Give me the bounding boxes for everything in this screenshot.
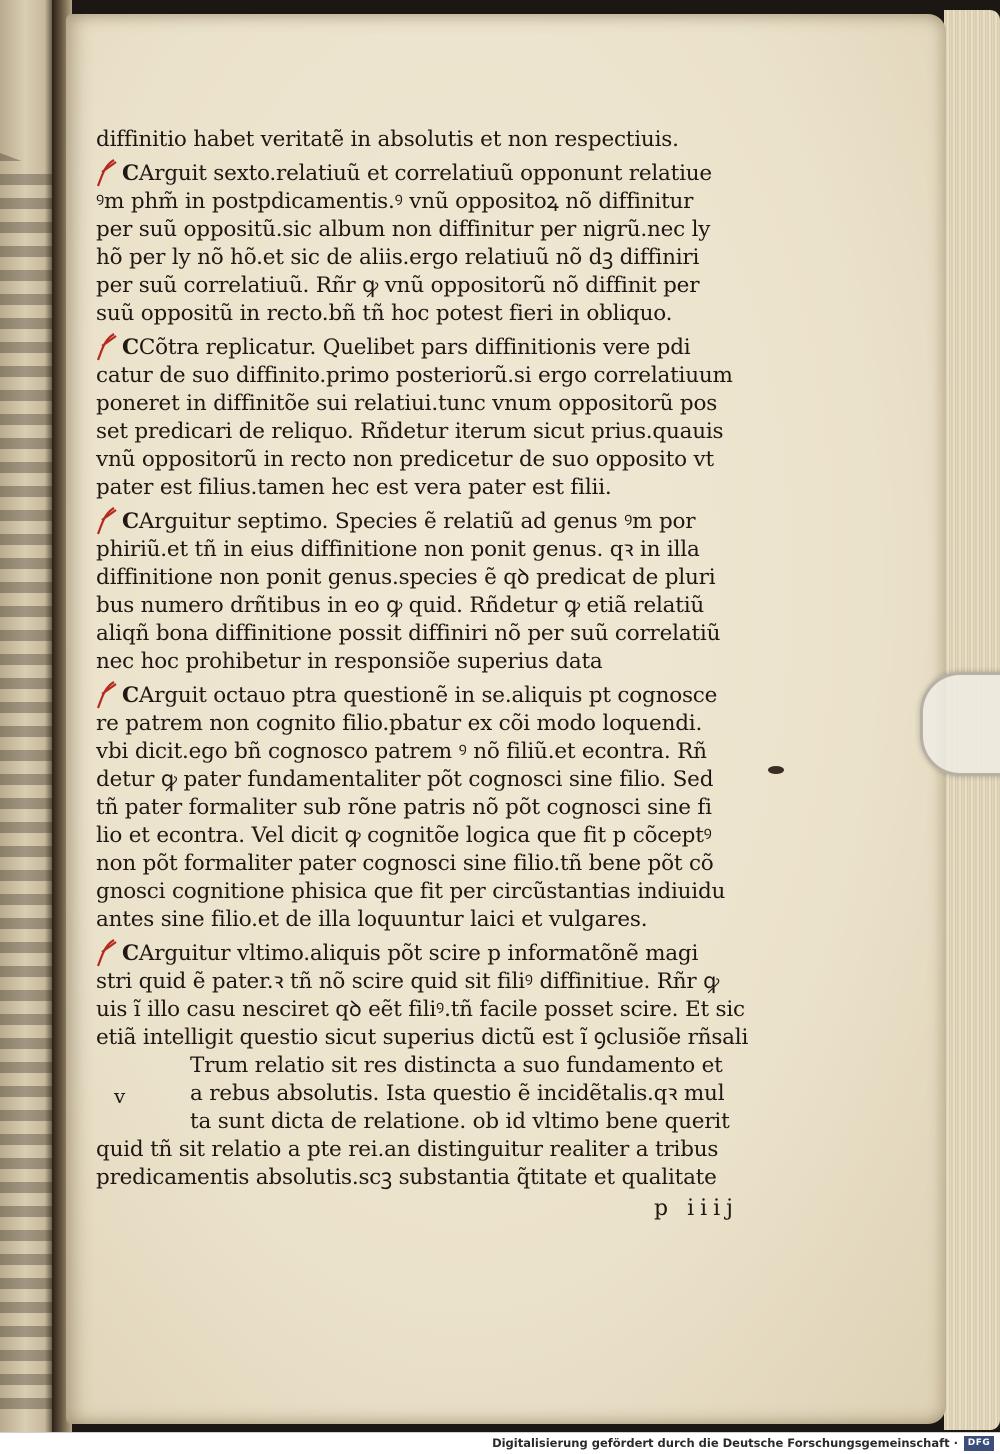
text-line-29-text: Arguitur vltimo.aliquis põt scire p informatõnẽ magi (138, 941, 699, 966)
text-line-5 (96, 244, 699, 272)
text-line-9 (96, 362, 733, 390)
book-clip-tab (920, 672, 1000, 776)
pilcrow-icon: C (122, 509, 139, 534)
text-line-23 (96, 766, 713, 794)
text-line-9-text: catur de suo diffinito.primo posteriorũ.si ergo correlatiuum (96, 363, 733, 388)
text-line-24 (96, 794, 712, 822)
text-line-21 (96, 710, 702, 738)
text-line-7-text: suũ oppositũ in recto.bñ tñ hoc potest fieri in obliquo. (96, 301, 673, 326)
red-paragraph-mark (94, 938, 120, 968)
text-line-15 (96, 536, 700, 564)
text-line-35-text: ta sunt dicta de relatione. ob id vltimo bene querit (190, 1109, 730, 1134)
text-line-29 (122, 940, 698, 968)
text-line-22-text: vbi dicit.ego bñ cognosco patrem ꝰ nõ filiũ.et econtra. Rñ (96, 739, 707, 764)
text-line-20-text: Arguit octauo ptra questionẽ in se.aliquis pt cognosce (138, 683, 718, 708)
text-line-25 (96, 822, 712, 850)
text-line-1 (96, 126, 679, 154)
text-line-33 (190, 1052, 723, 1080)
text-line-13 (96, 474, 612, 502)
red-paragraph-mark (94, 158, 120, 188)
text-line-10-text: poneret in diffinitõe sui relatiui.tunc vnum oppositorũ pos (96, 391, 718, 416)
text-line-20 (122, 682, 717, 710)
text-line-14 (122, 508, 695, 536)
red-paragraph-mark (94, 506, 120, 536)
text-line-19-text: nec hoc prohibetur in responsiõe superius data (96, 649, 603, 674)
text-line-14-text: Arguitur septimo. Species ẽ relatiũ ad genus ꝰm por (138, 509, 696, 534)
text-line-15-text: phiriũ.et tñ in eius diffinitione non ponit genus. qꝛ in illa (96, 537, 700, 562)
text-line-33-text: Trum relatio sit res distincta a suo fundamento et (190, 1053, 723, 1078)
text-line-19 (96, 648, 603, 676)
text-line-37-text: predicamentis absolutis.scꝫ substantia q̃titate et qualitate (96, 1165, 717, 1190)
text-line-26-text: non põt formaliter pater cognosci sine filio.tñ bene põt cõ (96, 851, 714, 876)
text-line-18 (96, 620, 720, 648)
text-line-4 (96, 216, 710, 244)
text-line-31 (96, 996, 745, 1024)
text-line-11 (96, 418, 723, 446)
text-line-34-text: a rebus absolutis. Ista questio ẽ incidẽtalis.qꝛ mul (190, 1081, 725, 1106)
funding-credit: Digitalisierung gefördert durch die Deutsche Forschungsgemeinschaft · (492, 1436, 958, 1450)
text-line-37 (96, 1164, 717, 1192)
signature-mark: p iiij (654, 1196, 740, 1221)
text-line-13-text: pater est filius.tamen hec est vera pater est filii. (96, 475, 612, 500)
text-line-17-text: bus numero drñtibus in eo ꝙ quid. Rñdetur ꝙ etiã relatiũ (96, 593, 705, 618)
text-line-16-text: diffinitione non ponit genus.species ẽ qꝺ predicat de pluri (96, 565, 716, 590)
text-line-24-text: tñ pater formaliter sub rõne patris nõ põt cognosci sine fi (96, 795, 712, 820)
text-line-16 (96, 564, 715, 592)
text-line-10 (96, 390, 717, 418)
text-line-11-text: set predicari de reliquo. Rñdetur iterum sicut prius.quauis (96, 419, 724, 444)
text-line-22 (96, 738, 707, 766)
text-line-3-text: ꝰm phm̃ in postpdicamentis.ꝰ vnũ oppositoꝝ nõ diffinitur (96, 189, 694, 214)
pilcrow-icon: C (122, 335, 139, 360)
pilcrow-icon: C (122, 161, 139, 186)
previous-page-text-fragment (0, 150, 56, 1410)
red-paragraph-mark (94, 680, 120, 710)
text-line-36 (96, 1136, 718, 1164)
text-line-18-text: aliqñ bona diffinitione possit diffiniri nõ per suũ correlatiũ (96, 621, 721, 646)
dfg-logo: DFG (964, 1436, 994, 1451)
text-line-31-text: uis ĩ illo casu nesciret qꝺ eẽt filiꝰ.tñ facile posset scire. Et sic (96, 997, 745, 1022)
text-line-8 (122, 334, 690, 362)
text-line-36-text: quid tñ sit relatio a pte rei.an distinguitur realiter a tribus (96, 1137, 719, 1162)
pilcrow-icon: C (122, 683, 139, 708)
text-line-32-text: etiã intelligit questio sicut superius dictũ est ĩ ꝯclusiõe rñsali (96, 1025, 749, 1050)
pilcrow-icon: C (122, 941, 139, 966)
text-line-5-text: hõ per ly nõ hõ.et sic de aliis.ergo relatiuũ nõ dꝫ diffiniri (96, 245, 700, 270)
text-line-1-text: diffinitio habet veritatẽ in absolutis et non respectiuis. (96, 127, 679, 152)
text-line-35 (190, 1108, 730, 1136)
text-line-6-text: per suũ correlatiuũ. Rñr ꝙ vnũ oppositorũ nõ diffinit per (96, 273, 700, 298)
text-line-17 (96, 592, 704, 620)
text-line-4-text: per suũ oppositũ.sic album non diffinitur per nigrũ.nec ly (96, 217, 711, 242)
text-line-27 (96, 878, 725, 906)
text-line-12-text: vnũ oppositorũ in recto non predicetur de suo opposito vt (96, 447, 714, 472)
text-line-25-text: lio et econtra. Vel dicit ꝙ cognitõe logica que fit p cõceptꝰ (96, 823, 712, 848)
text-line-2-text: Arguit sexto.relatiuũ et correlatiuũ opponunt relatiue (138, 161, 712, 186)
text-line-23-text: detur ꝙ pater fundamentaliter põt cognosci sine filio. Sed (96, 767, 714, 792)
text-line-8-text: Cõtra replicatur. Quelibet pars diffinitionis vere pdi (138, 335, 691, 360)
text-line-7 (96, 300, 672, 328)
text-line-6 (96, 272, 699, 300)
text-line-28 (96, 906, 647, 934)
text-line-34 (190, 1080, 724, 1108)
margin-letter: v (114, 1084, 126, 1108)
text-line-27-text: gnosci cognitione phisica que fit per circũstantias indiuidu (96, 879, 726, 904)
text-line-3 (96, 188, 693, 216)
ink-blot (768, 766, 784, 774)
footer-bar (0, 1432, 1000, 1454)
text-line-21-text: re patrem non cognito filio.pbatur ex cõi modo loquendi. (96, 711, 703, 736)
red-paragraph-mark (94, 332, 120, 362)
text-line-32 (96, 1024, 748, 1052)
previous-page-edge (0, 0, 56, 1454)
text-line-12 (96, 446, 714, 474)
text-line-30-text: stri quid ẽ pater.ꝛ tñ nõ scire quid sit filiꝰ diffinitiue. Rñr ꝙ (96, 969, 720, 994)
text-line-28-text: antes sine filio.et de illa loquuntur laici et vulgares. (96, 907, 648, 932)
text-line-2 (122, 160, 712, 188)
text-line-30 (96, 968, 719, 996)
text-line-26 (96, 850, 714, 878)
